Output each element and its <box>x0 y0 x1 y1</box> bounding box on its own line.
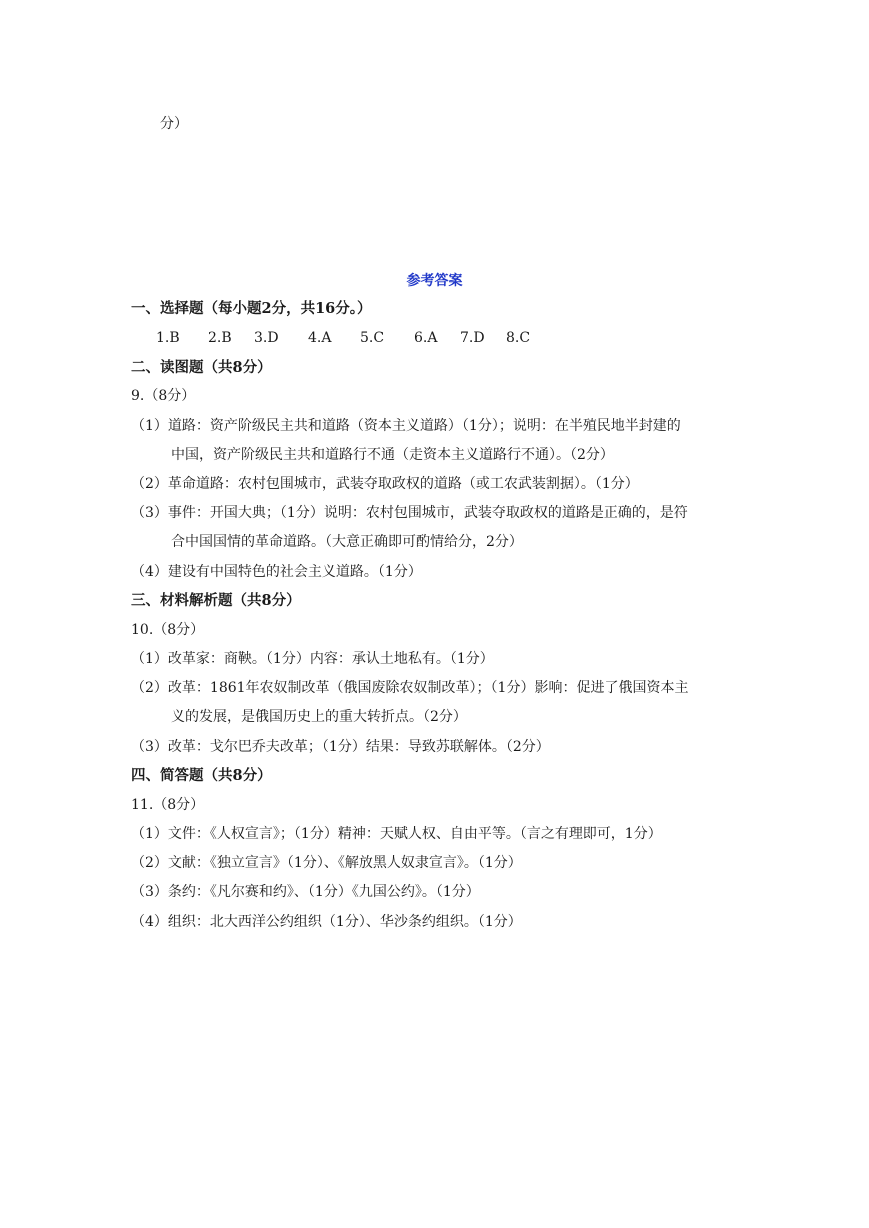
q9-answer-1-cont: 中国，资产阶级民主共和道路行不通（走资本主义道路行不通）。（2分） <box>171 447 614 463</box>
q9-answer-1: （1）道路：资产阶级民主共和道路（资本主义道路）（1分）；说明：在半殖民地半封建的 <box>131 418 681 434</box>
q10-answer-2-cont: 义的发展，是俄国历史上的重大转折点。（2分） <box>171 709 467 725</box>
section-heading-map: 二、读图题（共8分） <box>131 359 272 376</box>
question-9-head: 9.（8分） <box>131 388 196 404</box>
q10-answer-3: （3）改革：戈尔巴乔夫改革；（1分）结果：导致苏联解体。（2分） <box>131 739 550 755</box>
choice-answer: 2.B <box>208 330 232 346</box>
choice-answer: 4.A <box>308 330 332 346</box>
choice-answer: 6.A <box>414 330 438 346</box>
choice-answer: 5.C <box>360 330 385 346</box>
page-title: 参考答案 <box>406 273 463 289</box>
question-11-head: 11.（8分） <box>131 797 205 813</box>
choice-answer: 7.D <box>460 330 485 346</box>
q11-answer-2: （2）文献：《独立宣言》（1分）、《解放黑人奴隶宣言》。（1分） <box>131 855 522 871</box>
choice-answer: 8.C <box>506 330 531 346</box>
q10-answer-2: （2）改革：1861年农奴制改革（俄国废除农奴制改革）；（1分）影响：促进了俄国资本主 <box>131 680 689 696</box>
q9-answer-4: （4）建设有中国特色的社会主义道路。（1分） <box>131 564 422 580</box>
q11-answer-4: （4）组织：北大西洋公约组织（1分）、华沙条约组织。（1分） <box>131 914 522 930</box>
q9-answer-3: （3）事件：开国大典；（1分）说明：农村包围城市，武装夺取政权的道路是正确的，是符 <box>131 505 688 521</box>
section-heading-material: 三、材料解析题（共8分） <box>131 592 301 609</box>
q9-answer-3-cont: 合中国国情的革命道路。（大意正确即可酌情给分，2分） <box>171 534 523 550</box>
q11-answer-1: （1）文件：《人权宣言》；（1分）精神：天赋人权、自由平等。（言之有理即可，1分） <box>131 826 662 842</box>
section-heading-choice: 一、选择题（每小题2分，共16分。） <box>131 300 372 317</box>
carryover-text: 分） <box>160 116 188 132</box>
question-10-head: 10.（8分） <box>131 622 205 638</box>
q11-answer-3: （3）条约：《凡尔赛和约》、（1分）《九国公约》。（1分） <box>131 884 480 900</box>
choice-answer: 3.D <box>254 330 279 346</box>
q10-answer-1: （1）改革家：商鞅。（1分）内容：承认土地私有。（1分） <box>131 651 494 667</box>
q9-answer-2: （2）革命道路：农村包围城市，武装夺取政权的道路（或工农武装割据）。（1分） <box>131 476 639 492</box>
choice-answer: 1.B <box>156 330 180 346</box>
section-heading-short: 四、简答题（共8分） <box>131 767 272 784</box>
